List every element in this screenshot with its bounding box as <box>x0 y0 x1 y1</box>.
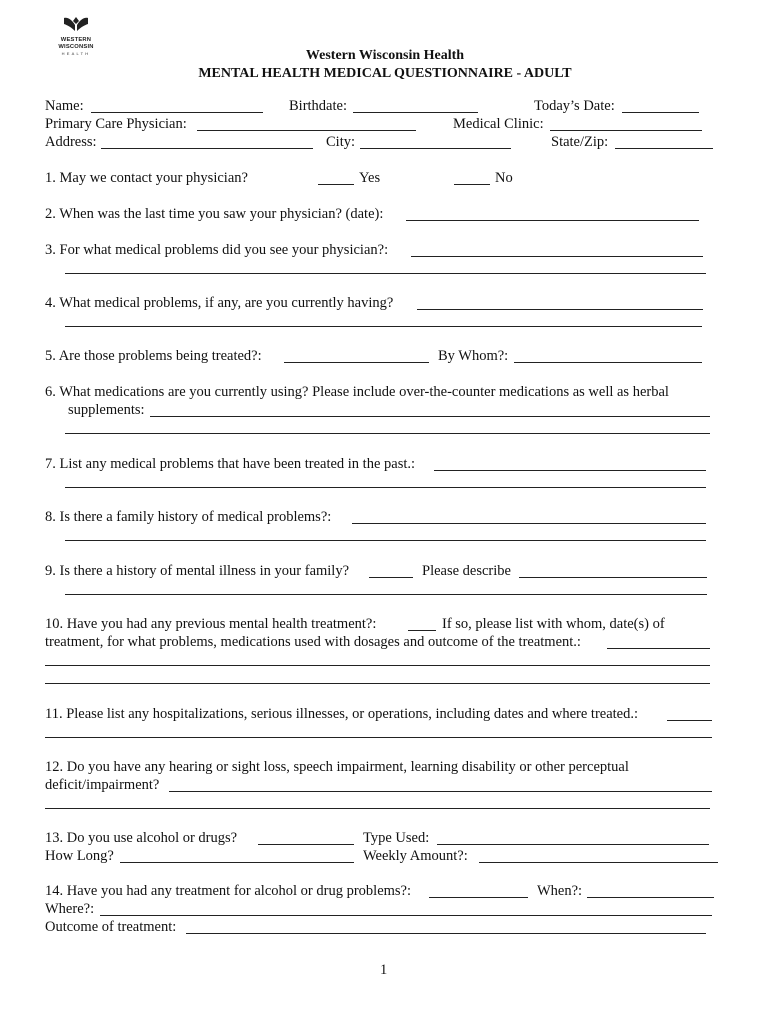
q3-field[interactable] <box>411 256 703 257</box>
birthdate-label: Birthdate: <box>289 98 347 114</box>
q9-describe-label: Please describe <box>422 563 511 579</box>
q13-text: 13. Do you use alcohol or drugs? <box>45 830 238 846</box>
q14-field[interactable] <box>429 897 528 898</box>
q9-field-2[interactable] <box>65 594 707 595</box>
q4-field-2[interactable] <box>65 326 702 327</box>
q11-text: 11. Please list any hospitalizations, serious illnesses, or operations, including dates and where treated.: <box>45 706 639 722</box>
q13-weekly-label: Weekly Amount?: <box>363 848 468 864</box>
q14-where-label: Where?: <box>45 901 95 917</box>
todays-date-label: Today’s Date: <box>534 98 615 114</box>
q5-by-whom-label: By Whom?: <box>438 348 509 364</box>
q6-field-2[interactable] <box>65 433 710 434</box>
q10-field[interactable] <box>408 630 436 631</box>
address-field[interactable] <box>101 148 313 149</box>
q5-by-whom-field[interactable] <box>514 362 702 363</box>
birthdate-field[interactable] <box>353 112 478 113</box>
q4-text: 4. What medical problems, if any, are you currently having? <box>45 295 394 311</box>
physician-label: Primary Care Physician: <box>45 116 187 132</box>
q13-how-long-field[interactable] <box>120 862 354 863</box>
page-number: 1 <box>380 962 388 978</box>
todays-date-field[interactable] <box>622 112 699 113</box>
q7-field-2[interactable] <box>65 487 706 488</box>
clinic-label: Medical Clinic: <box>453 116 544 132</box>
q6-field[interactable] <box>150 416 710 417</box>
q12-text-2: deficit/impairment? <box>45 777 160 793</box>
city-label: City: <box>326 134 356 150</box>
q2-field[interactable] <box>406 220 699 221</box>
q8-field[interactable] <box>352 523 706 524</box>
page-title: MENTAL HEALTH MEDICAL QUESTIONNAIRE - ADULT <box>198 66 572 81</box>
q6-text: 6. What medications are you currently using? Please include over-the-counter medications as well as herbal <box>45 384 669 400</box>
q10-field-2[interactable] <box>607 648 710 649</box>
q9-text: 9. Is there a history of mental illness in your family? <box>45 563 350 579</box>
city-field[interactable] <box>360 148 511 149</box>
q7-text: 7. List any medical problems that have been treated in the past.: <box>45 456 416 472</box>
q13-type-label: Type Used: <box>363 830 430 846</box>
q14-when-label: When?: <box>537 883 583 899</box>
q3-text: 3. For what medical problems did you see your physician?: <box>45 242 389 258</box>
q8-text: 8. Is there a family history of medical problems?: <box>45 509 332 525</box>
q11-field[interactable] <box>667 720 712 721</box>
q12-text: 12. Do you have any hearing or sight loss, speech impairment, learning disability or other perceptual <box>45 759 629 775</box>
q10-text-2: treatment, for what problems, medications used with dosages and outcome of the treatment.: <box>45 634 581 650</box>
q11-field-2[interactable] <box>45 737 712 738</box>
q3-field-2[interactable] <box>65 273 706 274</box>
name-label: Name: <box>45 98 84 114</box>
q1-yes-label: Yes <box>359 170 381 186</box>
q9-describe-field[interactable] <box>519 577 707 578</box>
q6-text-2: supplements: <box>68 402 145 418</box>
q13-weekly-field[interactable] <box>479 862 718 863</box>
logo-line2: WISCONSIN <box>58 44 94 50</box>
logo-mark-icon <box>62 16 90 32</box>
q9-field[interactable] <box>369 577 413 578</box>
q13-type-field[interactable] <box>437 844 709 845</box>
logo-line3: HEALTH <box>61 51 91 56</box>
q5-text: 5. Are those problems being treated?: <box>45 348 262 364</box>
q12-field[interactable] <box>169 791 712 792</box>
q10-field-3[interactable] <box>45 665 710 666</box>
q10-text-b: If so, please list with whom, date(s) of <box>442 616 665 632</box>
state-zip-label: State/Zip: <box>551 134 609 150</box>
physician-field[interactable] <box>197 130 416 131</box>
q1-yes-blank[interactable] <box>318 184 354 185</box>
state-zip-field[interactable] <box>615 148 713 149</box>
q1-text: 1. May we contact your physician? <box>45 170 248 186</box>
q14-text: 14. Have you had any treatment for alcohol or drug problems?: <box>45 883 412 899</box>
q14-where-field[interactable] <box>100 915 712 916</box>
q14-when-field[interactable] <box>587 897 714 898</box>
q14-outcome-label: Outcome of treatment: <box>45 919 177 935</box>
q13-field[interactable] <box>258 844 354 845</box>
q12-field-2[interactable] <box>45 808 710 809</box>
q2-text: 2. When was the last time you saw your physician? (date): <box>45 206 384 222</box>
q5-field[interactable] <box>284 362 429 363</box>
name-field[interactable] <box>91 112 263 113</box>
org-name: Western Wisconsin Health <box>305 48 465 63</box>
q14-outcome-field[interactable] <box>186 933 706 934</box>
q1-no-blank[interactable] <box>454 184 490 185</box>
q7-field[interactable] <box>434 470 706 471</box>
q13-how-long-label: How Long? <box>45 848 114 864</box>
clinic-field[interactable] <box>550 130 702 131</box>
q4-field[interactable] <box>417 309 703 310</box>
q1-no-label: No <box>495 170 513 186</box>
address-label: Address: <box>45 134 97 150</box>
q10-text: 10. Have you had any previous mental health treatment?: <box>45 616 377 632</box>
q8-field-2[interactable] <box>65 540 706 541</box>
q10-field-4[interactable] <box>45 683 710 684</box>
logo-line1: WESTERN <box>60 37 92 43</box>
